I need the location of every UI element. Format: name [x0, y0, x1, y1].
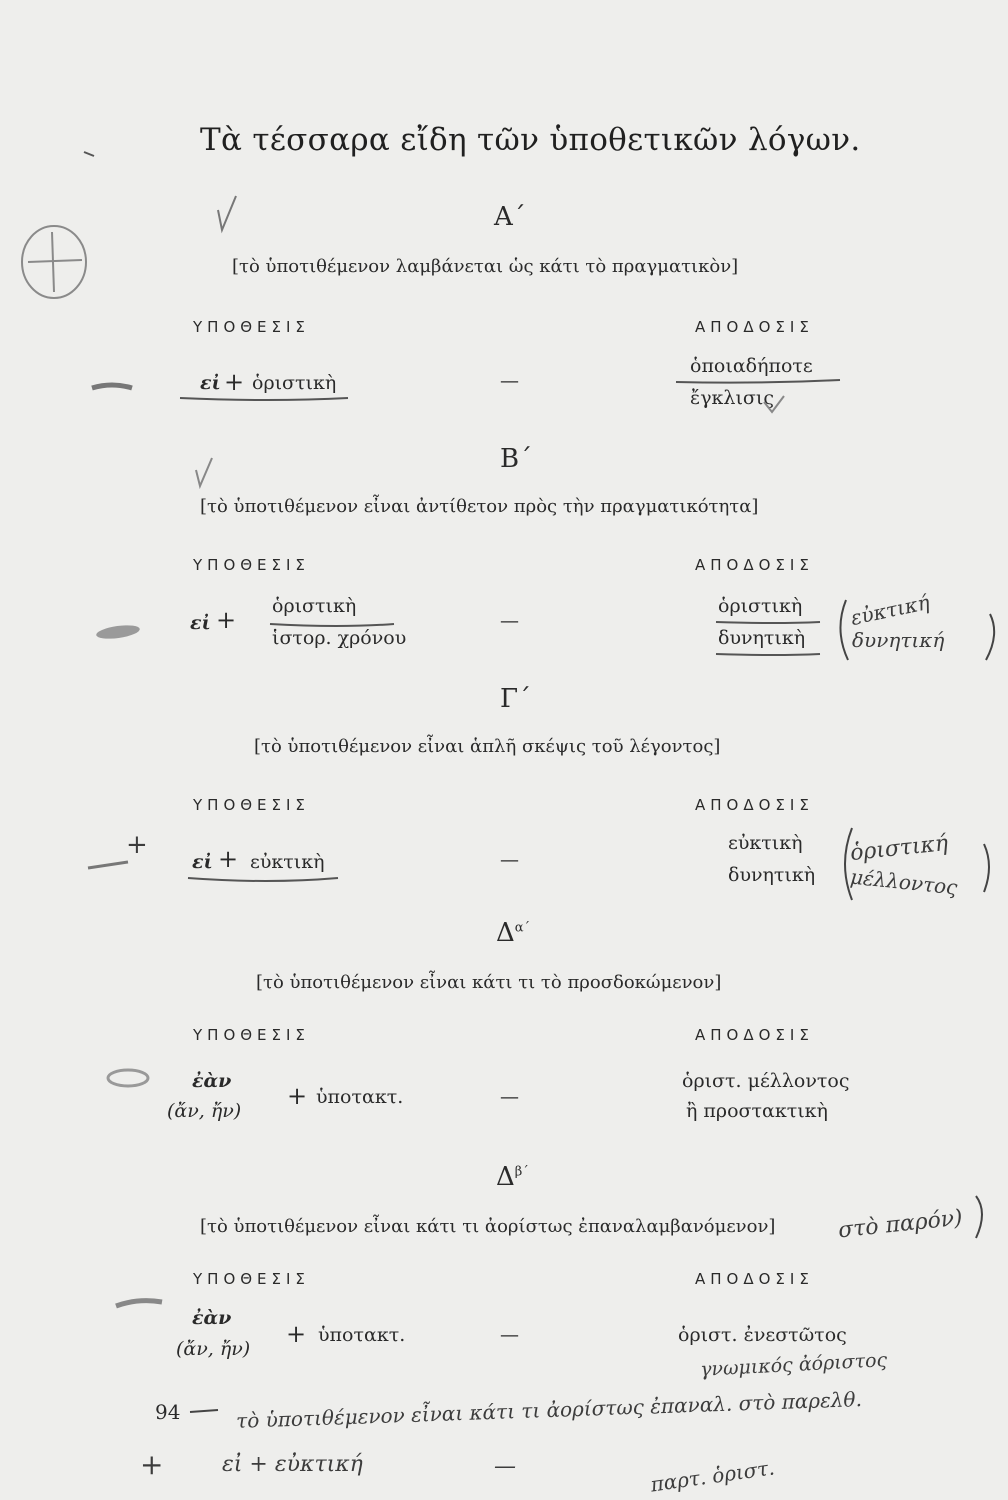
section-c-apodosis-2: δυνητικὴ [728, 864, 816, 886]
section-db-plus: + [286, 1320, 307, 1348]
section-c-description: [τὸ ὑποτιθέμενον εἶναι ἁπλῆ σκέψις τοῦ λέγοντος] [254, 736, 721, 757]
bracket-mark [840, 600, 848, 660]
section-b-protasis-1: ὁριστικὴ [272, 595, 357, 617]
section-c-protasis: εὐκτικὴ [250, 851, 325, 873]
bracket-mark [984, 844, 989, 892]
section-da-plus: + [287, 1082, 308, 1110]
handwritten-bottom-dash: — [494, 1454, 516, 1479]
section-da-heading-letter: Δ [496, 918, 515, 948]
section-a-apodosis-header: ΑΠΟΔΟΣΙΣ [695, 318, 814, 336]
section-da-heading-sup: α΄ [514, 920, 531, 936]
section-c-dash: — [500, 849, 519, 871]
handwritten-note-c-1: ὁριστική [848, 830, 950, 867]
section-db-apodosis-header: ΑΠΟΔΟΣΙΣ [695, 1270, 814, 1288]
section-a-description: [τὸ ὑποτιθέμενον λαμβάνεται ὡς κάτι τὸ πραγματικὸν] [232, 256, 739, 277]
checkmark-icon [764, 396, 784, 412]
circled-plus-icon [22, 226, 86, 298]
section-c-apodosis-header: ΑΠΟΔΟΣΙΣ [695, 796, 814, 814]
handwritten-plus-bottom: + [140, 1448, 164, 1481]
section-b-plus: + [216, 606, 237, 634]
section-a-heading: Α΄ [494, 202, 526, 232]
section-b-apodosis-1: ὁριστικὴ [718, 595, 803, 617]
pencil-dash [190, 1410, 218, 1412]
section-a-if: εἰ [200, 372, 221, 394]
bracket-mark [986, 614, 994, 660]
section-db-heading-sup: β΄ [514, 1164, 529, 1180]
section-a-apodosis-1: ὁποιαδήποτε [690, 355, 813, 377]
underline-mark [188, 878, 338, 881]
handwritten-bottom-formula: εἰ + εὐκτική [222, 1452, 363, 1477]
handwritten-note-db-under: γνωμικός ἀόριστος [699, 1349, 888, 1381]
section-b-apodosis-2: δυνητικὴ [718, 627, 806, 649]
pencil-smudge [116, 1301, 162, 1306]
section-da-apodosis-2: ἢ προστακτικὴ [686, 1100, 828, 1122]
section-da-description: [τὸ ὑποτιθέμενον εἶναι κάτι τι τὸ προσδοκώμενον] [256, 972, 722, 993]
section-a-plus: + [224, 368, 245, 396]
underline-mark [716, 622, 820, 623]
section-db-if-variants: (ἄν, ἤν) [176, 1338, 251, 1360]
section-c-apodosis-1: εὐκτικὴ [728, 832, 803, 854]
handwritten-note-db: στὸ παρόν) [837, 1205, 964, 1244]
section-b-if: εἰ [190, 612, 211, 634]
bracket-mark [845, 828, 852, 900]
section-da-apodosis-header: ΑΠΟΔΟΣΙΣ [695, 1026, 814, 1044]
handwritten-note-c-2: μέλλοντος [849, 864, 959, 900]
pencil-smudge [88, 862, 128, 868]
section-db-protasis: ὑποτακτ. [318, 1324, 406, 1346]
section-b-protasis-header: ΥΠΟΘΕΣΙΣ [193, 556, 310, 574]
checkmark-icon [218, 196, 236, 230]
section-db-dash: — [500, 1324, 519, 1346]
page-number: 94 [155, 1400, 181, 1424]
handwritten-note-b-1: εὐκτική [848, 589, 932, 631]
section-c-plus: + [218, 845, 239, 873]
section-c-protasis-header: ΥΠΟΘΕΣΙΣ [193, 796, 310, 814]
handwritten-plus-c: + [126, 830, 148, 860]
underline-mark [676, 380, 840, 383]
section-db-description: [τὸ ὑποτιθέμενον εἶναι κάτι τι ἀορίστως ἐπαναλαμβανόμενον] [200, 1216, 776, 1237]
bracket-mark [976, 1196, 982, 1238]
section-c-heading: Γ΄ [500, 684, 532, 714]
section-b-apodosis-header: ΑΠΟΔΟΣΙΣ [695, 556, 814, 574]
pencil-smudge [95, 623, 140, 641]
section-da-apodosis-1: ὁριστ. μέλλοντος [682, 1070, 850, 1092]
section-b-description: [τὸ ὑποτιθέμενον εἶναι ἀντίθετον πρὸς τὴν πραγματικότητα] [200, 496, 759, 517]
section-db-if: ἐὰν [192, 1307, 232, 1329]
handwritten-bottom-line: τὸ ὑποτιθέμενον εἶναι κάτι τι ἀορίστως ἐπαναλ. στὸ παρελθ. [235, 1387, 863, 1433]
checkmark-icon [84, 152, 94, 156]
pencil-smudge [108, 1070, 148, 1086]
pencil-smudge [92, 385, 132, 388]
section-da-protasis-header: ΥΠΟΘΕΣΙΣ [193, 1026, 310, 1044]
section-b-heading: Β΄ [500, 444, 533, 474]
section-a-protasis: ὁριστικὴ [252, 372, 337, 394]
section-b-protasis-2: ἱστορ. χρόνου [272, 627, 407, 649]
section-db-heading-letter: Δ [496, 1162, 515, 1192]
section-da-protasis: ὑποτακτ. [316, 1086, 404, 1108]
section-da-dash: — [500, 1086, 519, 1108]
section-a-protasis-header: ΥΠΟΘΕΣΙΣ [193, 318, 310, 336]
underline-mark [270, 624, 394, 626]
section-a-apodosis-2: ἔγκλισις [690, 387, 774, 409]
section-db-apodosis: ὁριστ. ἐνεστῶτος [678, 1324, 847, 1346]
section-db-protasis-header: ΥΠΟΘΕΣΙΣ [193, 1270, 310, 1288]
section-c-if: εἰ [192, 851, 213, 873]
checkmark-icon [196, 458, 212, 486]
page-title: Τὰ τέσσαρα εἴδη τῶν ὑποθετικῶν λόγων. [200, 122, 861, 158]
section-a-dash: — [500, 370, 519, 392]
handwritten-bottom-right: παρτ. ὁριστ. [648, 1455, 776, 1497]
section-b-dash: — [500, 610, 519, 632]
section-da-if-variants: (ἄν, ἤν) [167, 1100, 242, 1122]
underline-mark [180, 398, 348, 400]
section-da-if: ἐὰν [192, 1070, 232, 1092]
handwritten-note-b-2: δυνητική [852, 628, 945, 652]
underline-mark [716, 654, 820, 655]
